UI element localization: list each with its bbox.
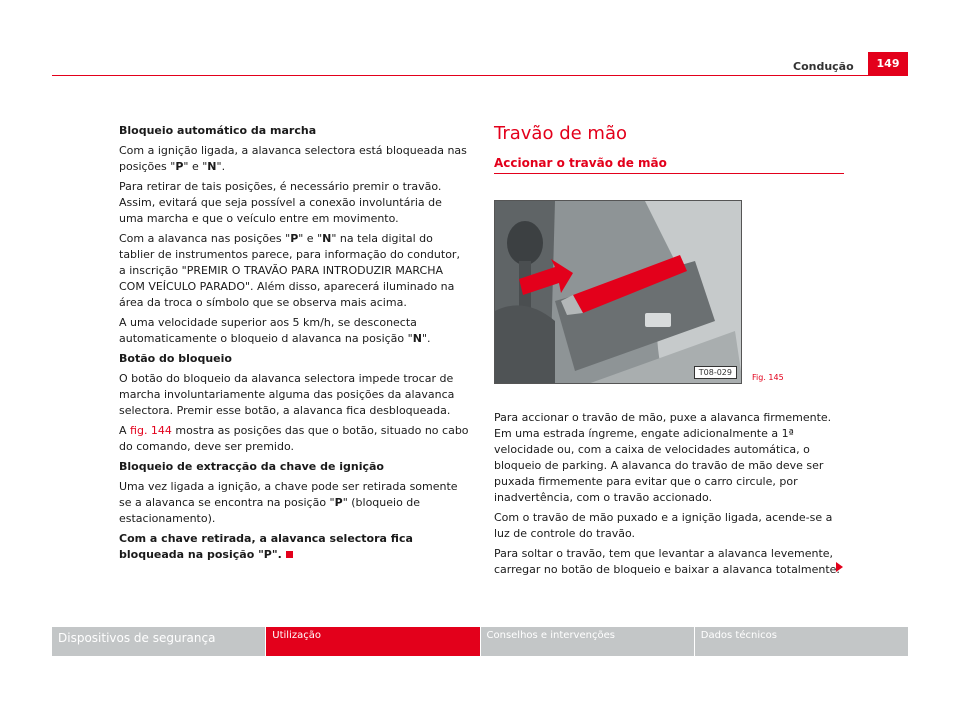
end-of-section-icon bbox=[286, 551, 293, 558]
tab-usage[interactable]: Utilização bbox=[266, 627, 479, 656]
figure-reference-link[interactable]: fig. 144 bbox=[130, 424, 172, 437]
right-column-header bbox=[494, 123, 844, 174]
section-title: Accionar o travão de mão bbox=[494, 155, 844, 174]
paragraph: Para accionar o travão de mão, puxe a alavanca firmemente. Em uma estrada íngreme, engate adicionalmente a 1ª velocidade ou, com a caixa de velocidades automática, o bloqueio de parking. A alavanca do travão de mão deve ser puxada firmemente para evitar que o carro circule, por inadvertência, com o travão accionado. bbox=[494, 411, 832, 504]
handbrake-illustration bbox=[495, 201, 742, 384]
tab-safety-devices[interactable]: Dispositivos de segurança bbox=[52, 627, 265, 656]
header-rule bbox=[52, 75, 908, 76]
page-number: 149 bbox=[868, 52, 908, 76]
subheading-lock-button: Botão do bloqueio bbox=[119, 352, 232, 365]
subheading-auto-lock: Bloqueio automático da marcha bbox=[119, 124, 317, 137]
tab-advice[interactable]: Conselhos e intervenções bbox=[481, 627, 694, 656]
running-header: Condução bbox=[793, 60, 854, 73]
paragraph: Uma vez ligada a ignição, a chave pode ser retirada somente se a alavanca se encontra na posição "P" (bloqueio de estacionamento). bbox=[119, 480, 458, 525]
figure-code: T08-029 bbox=[694, 366, 737, 379]
paragraph: A uma velocidade superior aos 5 km/h, se desconecta automaticamente o bloqueio d alavanca na posição "N". bbox=[119, 316, 431, 345]
paragraph: Com a alavanca nas posições "P" e "N" na tela digital do tablier de instrumentos parece, para informação do condutor, a inscrição "PREMIR O TRAVÃO PARA INTRODUZIR MARCHA COM VEÍCULO PARADO". Além disso, aparecerá iluminado na área da troca o símbolo que se observa mais acima. bbox=[119, 232, 460, 309]
continue-arrow-icon bbox=[836, 562, 843, 572]
left-column bbox=[119, 123, 469, 567]
footer-nav bbox=[52, 627, 908, 656]
chapter-title: Travão de mão bbox=[494, 123, 627, 144]
right-column-body bbox=[494, 410, 844, 582]
paragraph: Com o travão de mão puxado e a ignição ligada, acende-se a luz de controle do travão. bbox=[494, 511, 833, 540]
figure-caption: Fig. 145 bbox=[752, 373, 784, 382]
paragraph: A fig. 144 mostra as posições das que o botão, situado no cabo do comando, deve ser premido. bbox=[119, 424, 469, 453]
paragraph: O botão do bloqueio da alavanca selectora impede trocar de marcha involuntariamente alguma das posições da alavanca selectora. Premir esse botão, a alavanca fica desbloqueada. bbox=[119, 372, 455, 417]
tab-technical-data[interactable]: Dados técnicos bbox=[695, 627, 908, 656]
subheading-key-lock: Bloqueio de extracção da chave de ignição bbox=[119, 460, 384, 473]
paragraph: Para soltar o travão, tem que levantar a alavanca levemente, carregar no botão de bloqueio e baixar a alavanca totalmente. bbox=[494, 547, 840, 576]
bold-note: Com a chave retirada, a alavanca selectora fica bloqueada na posição "P". bbox=[119, 532, 413, 561]
paragraph: Para retirar de tais posições, é necessário premir o travão. Assim, evitará que seja possível a conexão involuntária de uma marcha e que o veículo entre em movimento. bbox=[119, 180, 442, 225]
paragraph: Com a ignição ligada, a alavanca selectora está bloqueada nas posições "P" e "N". bbox=[119, 144, 467, 173]
handbrake-figure bbox=[494, 200, 742, 384]
